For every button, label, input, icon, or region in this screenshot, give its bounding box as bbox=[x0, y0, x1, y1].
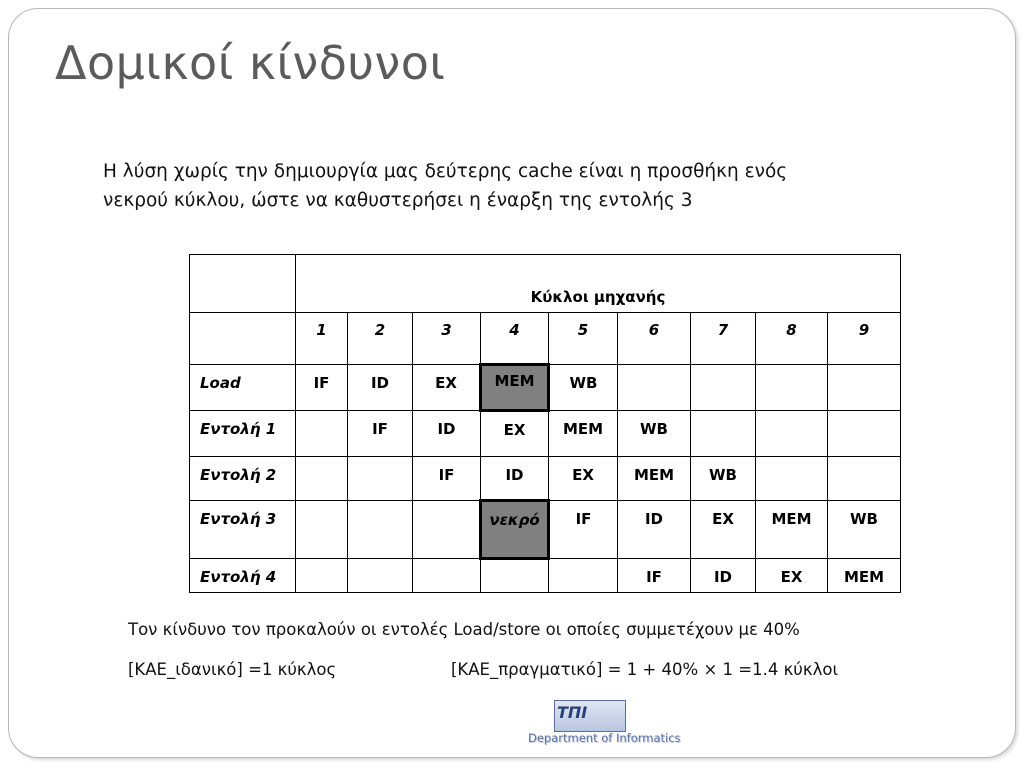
stage-text bbox=[413, 501, 479, 510]
stage-cell bbox=[618, 501, 691, 559]
row-label: Εντολή 4 bbox=[200, 568, 277, 586]
table-row-instruction-2 bbox=[190, 457, 901, 501]
stage-cell bbox=[691, 411, 756, 457]
stage-text bbox=[296, 457, 347, 466]
stage-text: WB bbox=[569, 374, 598, 392]
cycle-number-text: 1 bbox=[316, 321, 327, 339]
cycle-number bbox=[756, 313, 828, 365]
row-label: Εντολή 3 bbox=[200, 510, 277, 528]
stage-cell bbox=[691, 365, 756, 411]
intro-text bbox=[103, 157, 903, 215]
stage-text: MEM bbox=[771, 510, 812, 528]
cycle-number-text: 8 bbox=[786, 321, 797, 339]
table-row-load bbox=[190, 365, 901, 411]
cycle-number-text: 5 bbox=[577, 321, 589, 339]
stage-text bbox=[481, 560, 548, 569]
cycle-number-text: 4 bbox=[509, 321, 520, 339]
stage-text bbox=[296, 411, 347, 420]
row-label: Εντολή 2 bbox=[200, 466, 277, 484]
stage-cell bbox=[691, 457, 756, 501]
dead-cycle-text: νεκρό bbox=[489, 511, 540, 529]
cpi-formulas bbox=[128, 660, 839, 679]
stage-text: EX bbox=[503, 421, 526, 439]
stage-text bbox=[756, 457, 827, 466]
cycle-number bbox=[296, 313, 348, 365]
stage-text: IF bbox=[575, 510, 592, 528]
stage-text bbox=[296, 559, 347, 568]
cycle-number bbox=[348, 313, 413, 365]
stage-text: MEM bbox=[843, 568, 885, 586]
cycle-number-text: 9 bbox=[858, 321, 870, 339]
stage-cell bbox=[413, 559, 481, 593]
cycle-number bbox=[413, 313, 481, 365]
stage-cell bbox=[691, 559, 756, 593]
stage-cell bbox=[296, 365, 348, 411]
stage-cell bbox=[756, 365, 828, 411]
stage-text bbox=[828, 365, 900, 374]
stage-cell bbox=[413, 501, 481, 559]
stage-text: MEM bbox=[633, 466, 675, 484]
stage-cell bbox=[348, 457, 413, 501]
stage-cell bbox=[296, 411, 348, 457]
stage-text bbox=[348, 559, 412, 568]
department-logo bbox=[528, 700, 681, 746]
stage-text: IF bbox=[313, 374, 330, 392]
stage-cell bbox=[348, 365, 413, 411]
stage-cell bbox=[413, 411, 481, 457]
row-label-cell bbox=[190, 411, 296, 457]
logo-mark-text: ΤΠΙ bbox=[557, 703, 588, 722]
stage-cell bbox=[828, 501, 901, 559]
stage-cell bbox=[549, 501, 618, 559]
stage-cell bbox=[756, 457, 828, 501]
row-label-cell bbox=[190, 457, 296, 501]
stage-text bbox=[296, 501, 347, 510]
intro-line-2: νεκρού κύκλου, ώστε να καθυστερήσει η έναρξη της εντολής 3 bbox=[103, 190, 693, 211]
row-label-cell bbox=[190, 559, 296, 593]
dead-cycle-cell bbox=[481, 501, 549, 559]
stage-text: IF bbox=[438, 466, 455, 484]
stage-cell bbox=[549, 365, 618, 411]
stage-cell bbox=[296, 501, 348, 559]
stage-cell bbox=[549, 457, 618, 501]
stage-cell bbox=[481, 411, 549, 457]
stage-cell bbox=[413, 457, 481, 501]
cycle-number bbox=[549, 313, 618, 365]
stage-cell bbox=[481, 559, 549, 593]
cycles-header-cell bbox=[296, 255, 901, 313]
hazard-stage-cell bbox=[481, 365, 549, 411]
pipeline-table bbox=[189, 254, 901, 593]
stage-text: IF bbox=[646, 568, 662, 586]
intro-line-1: Η λύση χωρίς την δημιουργία μας δεύτερης cache είναι η προσθήκη ενός bbox=[103, 161, 788, 182]
cycles-header: Κύκλοι μηχανής bbox=[530, 288, 666, 306]
stage-text bbox=[828, 457, 900, 466]
cycle-number bbox=[481, 313, 549, 365]
table-row-instruction-3 bbox=[190, 501, 901, 559]
stage-cell bbox=[828, 559, 901, 593]
stage-cell bbox=[481, 457, 549, 501]
stage-text bbox=[549, 559, 617, 568]
cycle-number-text: 2 bbox=[374, 321, 386, 339]
stage-text: EX bbox=[712, 510, 734, 528]
stage-cell bbox=[296, 559, 348, 593]
stage-text: EX bbox=[572, 466, 594, 484]
stage-cell bbox=[549, 559, 618, 593]
stage-text bbox=[413, 559, 480, 568]
stage-cell bbox=[296, 457, 348, 501]
cycle-number bbox=[828, 313, 901, 365]
stage-cell bbox=[618, 457, 691, 501]
slide-title: Δομικοί κίνδυνοι bbox=[55, 36, 446, 90]
cycle-number-text: 6 bbox=[648, 321, 660, 339]
table-header-row bbox=[190, 255, 901, 313]
stage-cell bbox=[756, 411, 828, 457]
stage-text: ID bbox=[713, 568, 733, 586]
stage-text: MEM bbox=[494, 372, 535, 390]
logo-mark-icon bbox=[554, 700, 626, 732]
stage-text: WB bbox=[850, 510, 878, 528]
stage-text bbox=[348, 501, 412, 510]
stage-text: ID bbox=[370, 374, 390, 392]
table-row-instruction-1 bbox=[190, 411, 901, 457]
corner-cell bbox=[190, 255, 296, 313]
stage-text bbox=[756, 411, 827, 420]
stage-text: WB bbox=[709, 466, 737, 484]
stage-text: ID bbox=[505, 466, 524, 484]
stage-cell bbox=[618, 411, 691, 457]
cycle-number bbox=[691, 313, 756, 365]
stage-text: ID bbox=[437, 420, 456, 438]
stage-text: MEM bbox=[562, 420, 604, 438]
stage-cell bbox=[618, 559, 691, 593]
row-label: Εντολή 1 bbox=[200, 420, 277, 438]
row-label: Load bbox=[200, 374, 241, 392]
stage-text bbox=[691, 365, 755, 374]
stage-cell bbox=[618, 365, 691, 411]
stage-cell bbox=[691, 501, 756, 559]
stage-cell bbox=[549, 411, 618, 457]
table-row-instruction-4 bbox=[190, 559, 901, 593]
stage-text: EX bbox=[435, 374, 457, 392]
stage-text: WB bbox=[640, 420, 668, 438]
stage-text bbox=[618, 365, 690, 374]
cycle-number-row bbox=[190, 313, 901, 365]
empty-label-cell bbox=[190, 313, 296, 365]
stage-text: IF bbox=[372, 420, 388, 438]
stage-text: ID bbox=[644, 510, 664, 528]
row-label-cell bbox=[190, 365, 296, 411]
stage-text bbox=[691, 411, 755, 420]
cycle-number bbox=[618, 313, 691, 365]
cpi-ideal: [ΚΑΕ_ιδανικό] =1 κύκλος bbox=[128, 660, 337, 679]
stage-text bbox=[756, 365, 827, 374]
cpi-real: [ΚΑΕ_πραγματικό] = 1 + 40% × 1 =1.4 κύκλοι bbox=[451, 660, 839, 679]
stage-cell bbox=[756, 559, 828, 593]
cycle-number-text: 3 bbox=[441, 321, 452, 339]
stage-cell bbox=[413, 365, 481, 411]
stage-cell bbox=[348, 501, 413, 559]
stage-cell bbox=[828, 411, 901, 457]
stage-text bbox=[348, 457, 412, 466]
stage-cell bbox=[828, 365, 901, 411]
stage-text: EX bbox=[780, 568, 803, 586]
stage-cell bbox=[348, 559, 413, 593]
hazard-explanation: Τον κίνδυνο τον προκαλούν οι εντολές Load/store οι οποίες συμμετέχουν με 40% bbox=[128, 620, 800, 639]
stage-text bbox=[828, 411, 900, 420]
row-label-cell bbox=[190, 501, 296, 559]
stage-cell bbox=[348, 411, 413, 457]
logo-caption: Department of Informatics bbox=[528, 731, 681, 745]
cycle-number-text: 7 bbox=[717, 321, 729, 339]
stage-cell bbox=[756, 501, 828, 559]
stage-cell bbox=[828, 457, 901, 501]
